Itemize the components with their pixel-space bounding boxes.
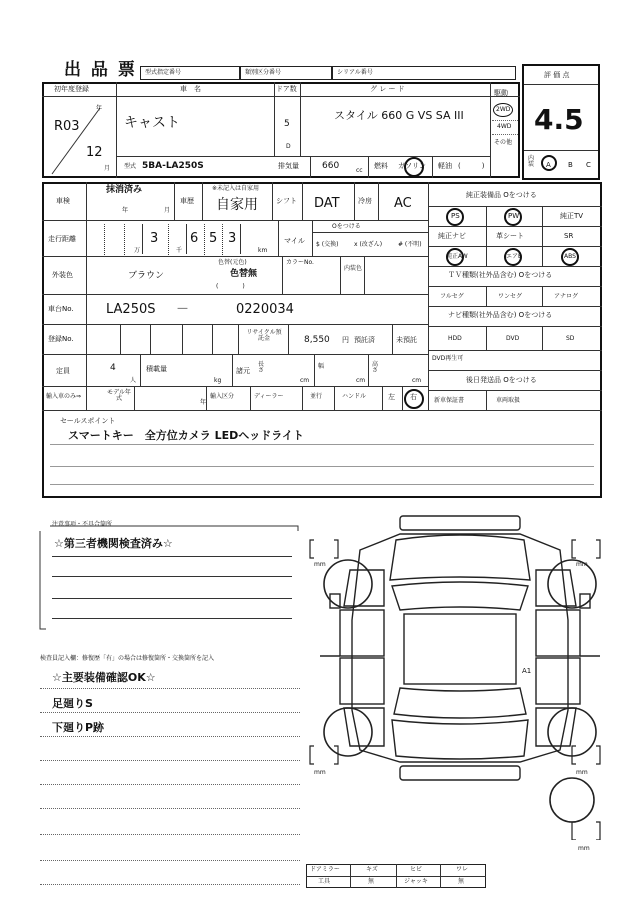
katashiki-value: 5BA-LA250S [142,161,204,171]
dealer: ディーラー [254,393,284,400]
after-manual: 車両取扱 [496,397,521,404]
drive-2wd: 2WD [496,106,511,113]
yotaku-zumi: 預託済 [354,336,375,344]
katashiki-label: 型式 [124,163,137,170]
taka-label: 高さ [372,361,379,374]
grade-c: C [586,161,591,169]
equip-airbag: エアB [506,253,523,260]
shadai-model: LA250S [106,302,156,317]
era-value: R03 [54,119,80,134]
naisou-iro: 内装色 [344,265,363,272]
shadai-no: 0220034 [236,302,294,317]
shaken-value: 抹消済み [106,185,143,195]
gasoline: ガソリン [398,162,426,170]
kata-label: 型式指定番号 [145,69,182,76]
migi-circle [404,389,424,409]
naisou-circle [541,155,557,171]
score-box [522,64,600,180]
dvd-play: DVD再生可 [432,355,464,362]
tv-fullseg: フルセグ [440,293,464,300]
car-name: キャスト [124,115,180,131]
mm-rr: mm [576,769,588,776]
iro-paren: ( ) [216,283,245,290]
equip-leather: 革シート [496,232,524,240]
sekisai-label: 積載量 [146,365,167,373]
teiin-label: 定員 [56,367,70,375]
touroku-label: 登録No. [48,335,74,343]
bt-c4: 無 [458,878,465,885]
handle: ハンドル [342,393,367,400]
fumei: # (不明) [398,241,422,248]
hidari: 左 [388,393,395,401]
equip-title: 純正装備品 Oをつける [466,191,537,199]
odo-digit-5: 5 [209,231,218,246]
grade-b: B [568,161,573,169]
aw-circle [446,248,464,266]
o-tsukeru: Oをつける [332,223,361,230]
nenryo-label: 燃料 [374,162,388,170]
bt-h1: ドアミラー [310,866,340,873]
tsuki-unit: 月 [104,165,111,172]
tv-title: ＴＶ種類(社外品含む) Oをつける [448,271,553,279]
km-unit: km [258,247,268,254]
cc-unit: cc [356,167,363,174]
naga-label: 長さ [258,361,265,374]
inspector-line-3: 下廻りP跡 [52,721,105,734]
shift-value: DAT [314,196,340,211]
equip-ps: PS [451,212,460,220]
shamei-label: 車 名 [180,85,201,93]
shareki-label: 車歴 [180,197,194,205]
mm-rl: mm [314,769,326,776]
bt-c2: 無 [368,878,375,885]
recycle-value: 8,550 [304,335,330,345]
page-title: 出 品 票 [64,60,137,80]
shareki-value: 自家用 [216,197,258,213]
shift-label: シフト [276,197,297,205]
notes-label: 注意事項・不具合箇所 [52,521,113,528]
navi-hdd: HDD [448,335,462,342]
mm-fl: mm [314,561,326,568]
haiki-label: 排気量 [278,162,299,170]
migi: 右 [410,393,417,401]
shodo-label: 初年度登録 [54,85,89,93]
equip-aw: 純正AW [446,253,468,260]
color-no-label: カラーNo. [286,259,314,266]
ruibetsu-label: 類別区分番号 [245,69,282,76]
grade-a: A [546,161,551,169]
yunyu-nen: 年 [200,399,207,406]
car-diagram [300,510,620,840]
kg-unit: kg [214,377,222,384]
notes-text: ☆第三者機関検査済み☆ [54,537,173,550]
naisou-label: 内装 [528,155,535,168]
shadai-label: 車台No. [48,305,74,313]
kata-box [140,66,240,80]
odo-digit-4: 6 [190,231,199,246]
gaisou-label: 外装色 [52,271,73,279]
shaken-nen: 年 [122,207,129,214]
teiin-value: 4 [110,363,116,373]
bt-h4: ワレ [456,866,469,873]
navi-dvd: DVD [506,335,520,342]
equip-sr: SR [564,232,574,240]
color-value: ブラウン [128,271,165,281]
airbag-circle [504,248,522,266]
tv-oneseg: ワンセグ [498,293,523,300]
drive-4wd: 4WD [497,123,512,130]
nin-unit: 人 [130,377,137,384]
doors-value: 5 [284,119,290,129]
ruibetsu-box [240,66,332,80]
mm-fr: mm [576,561,588,568]
shareki-note: ※未記入は自家用 [212,185,260,192]
abs-circle [561,248,579,266]
recycle-unit: 円 [342,336,349,344]
shaken-label: 車検 [56,197,70,205]
cm-3: cm [412,377,422,384]
mi-yotaku: 未預託 [396,336,417,344]
grade-label: グ レ ー ド [370,85,405,93]
grade-value: スタイル 660 G VS SA III [334,109,464,122]
shadai-dash: － [176,302,190,317]
equip-pw: PW [508,212,520,220]
drive-circle [493,103,513,117]
equip-abs: ABS [564,253,576,260]
inspector-line-1: ☆主要装備確認OK☆ [52,671,156,684]
inspector-label: 検査員記入欄：修復歴「有」の場合は修復箇所・交換箇所を記入 [40,655,215,662]
door-d: D [286,143,291,150]
yunyu-label: 輸入車のみ⇒ [46,393,82,400]
equip-tv: 純正TV [560,212,584,220]
drive-other: その他 [494,139,513,146]
tv-analog: アナログ [554,293,579,300]
after-warranty: 新車保証書 [434,397,465,404]
inspector-line-2: 足廻りS [52,697,93,710]
bt-c3: ジャッキ [404,878,428,885]
kokan: $ (交換) [316,241,339,248]
bt-h2: キズ [366,866,378,873]
shaken-tsuki: 月 [164,207,171,214]
damage-mark: A1 [522,667,532,675]
sales-text: スマートキー 全方位カメラ LEDヘッドライト [68,429,304,442]
haba-label: 幅 [318,363,325,370]
eval-label: 評 価 点 [544,71,570,79]
fuel-paren: ( ) [458,162,485,170]
month-value: 12 [86,145,103,160]
cm-2: cm [356,377,366,384]
reibou-value: AC [394,196,412,211]
iro-label: 色替(元色) [218,259,247,266]
haiki-value: 660 [322,161,340,171]
mm-spare: mm [578,845,590,852]
yunyu-kubun: 輸入区分 [210,393,235,400]
door-label: ドア数 [276,85,297,93]
odo-digit-3: 3 [150,231,159,246]
score-value: 4.5 [534,103,584,136]
kudo-label: 駆動 [494,89,508,97]
kaizan: x (改ざん) [354,241,383,248]
serial-label: シリアル番号 [337,69,373,76]
man-unit: 万 [134,247,141,254]
navi-sd: SD [566,335,575,342]
bt-c1: 工具 [318,878,331,885]
sales-label: セールスポイント [60,417,116,425]
recycle-label: リサイクル預託金 [246,329,282,342]
nen-unit: 年 [96,105,103,112]
mile-label: マイル [284,237,305,245]
pw-circle [504,208,522,226]
shohen-label: 諸元 [236,367,250,375]
gasoline-circle [404,157,424,177]
reibou-label: 冷房 [358,197,372,205]
model-year: モデル年式 [107,389,131,402]
bt-h3: ヒビ [410,866,423,873]
cm-1: cm [300,377,310,384]
iro-value: 色替無 [230,269,258,279]
heikou: 並行 [310,393,323,400]
serial-box [332,66,516,80]
navi-title: ナビ種類(社外品含む) Oをつける [448,311,553,319]
ps-circle [446,208,464,226]
sen-unit: 千 [176,247,183,254]
after-title: 後日発送品 Oをつける [466,376,537,384]
odo-digit-6: 3 [228,231,237,246]
soukou-label: 走行距離 [48,235,76,243]
keiyu: 軽油 [438,162,452,170]
equip-navi: 純正ナビ [438,232,466,240]
